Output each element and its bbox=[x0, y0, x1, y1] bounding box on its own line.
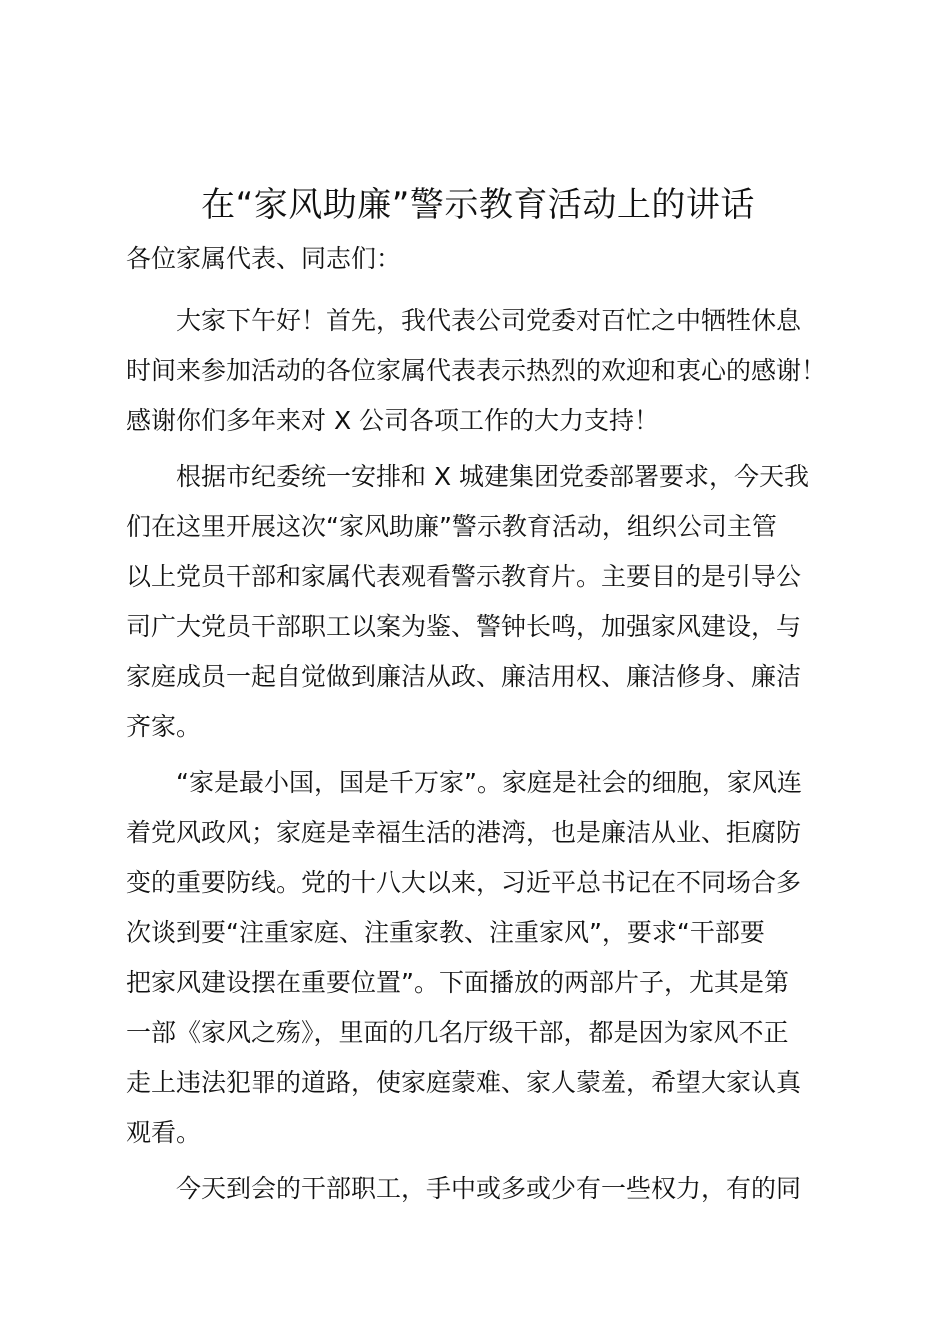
paragraph-line: 一部《家风之殇》，里面的几名厅级干部，都是因为家风不正 bbox=[126, 1018, 789, 1047]
paragraph-line: 以上党员干部和家属代表观看警示教育片。主要目的是引导公 bbox=[126, 562, 802, 591]
paragraph-line: 根据市纪委统一安排和 X 城建集团党委部署要求，今天我 bbox=[126, 462, 810, 491]
document-title: 在“家风助廉”警示教育活动上的讲话 bbox=[201, 185, 755, 225]
paragraph-line: 大家下午好！首先，我代表公司党委对百忙之中牺牲休息 bbox=[126, 306, 802, 335]
paragraph-family-style bbox=[126, 758, 851, 1158]
paragraph-line: 时间来参加活动的各位家属代表表示热烈的欢迎和衷心的感谢！ bbox=[126, 356, 827, 385]
paragraph-welcome bbox=[126, 296, 851, 446]
salutation: 各位家属代表、同志们： bbox=[126, 244, 402, 273]
paragraph-line: 观看。 bbox=[126, 1118, 202, 1147]
paragraph-line: 感谢你们多年来对 X 公司各项工作的大力支持！ bbox=[126, 406, 660, 435]
paragraph-line: 们在这里开展这次“家风助廉”警示教育活动，组织公司主管 bbox=[126, 512, 777, 541]
paragraph-line: 家庭成员一起自觉做到廉洁从政、廉洁用权、廉洁修身、廉洁 bbox=[126, 662, 802, 691]
paragraph-line: 今天到会的干部职工，手中或多或少有一些权力，有的同 bbox=[126, 1174, 802, 1203]
paragraph-line: 齐家。 bbox=[126, 712, 202, 741]
paragraph-line: 把家风建设摆在重要位置”。下面播放的两部片子，尤其是第 bbox=[126, 968, 789, 997]
paragraph-line: 次谈到要“注重家庭、注重家教、注重家风”，要求“干部要 bbox=[126, 918, 765, 947]
paragraph-line: 司广大党员干部职工以案为鉴、警钟长鸣，加强家风建设，与 bbox=[126, 612, 802, 641]
paragraph-line: “家是最小国，国是千万家”。家庭是社会的细胞，家风连 bbox=[126, 768, 802, 797]
paragraph-cadres bbox=[126, 1164, 851, 1214]
document-body bbox=[126, 234, 851, 1220]
paragraph-line: 变的重要防线。党的十八大以来，习近平总书记在不同场合多 bbox=[126, 868, 802, 897]
paragraph-line: 走上违法犯罪的道路，使家庭蒙难、家人蒙羞，希望大家认真 bbox=[126, 1068, 802, 1097]
paragraph-purpose bbox=[126, 452, 851, 752]
paragraph-line: 着党风政风；家庭是幸福生活的港湾，也是廉洁从业、拒腐防 bbox=[126, 818, 802, 847]
